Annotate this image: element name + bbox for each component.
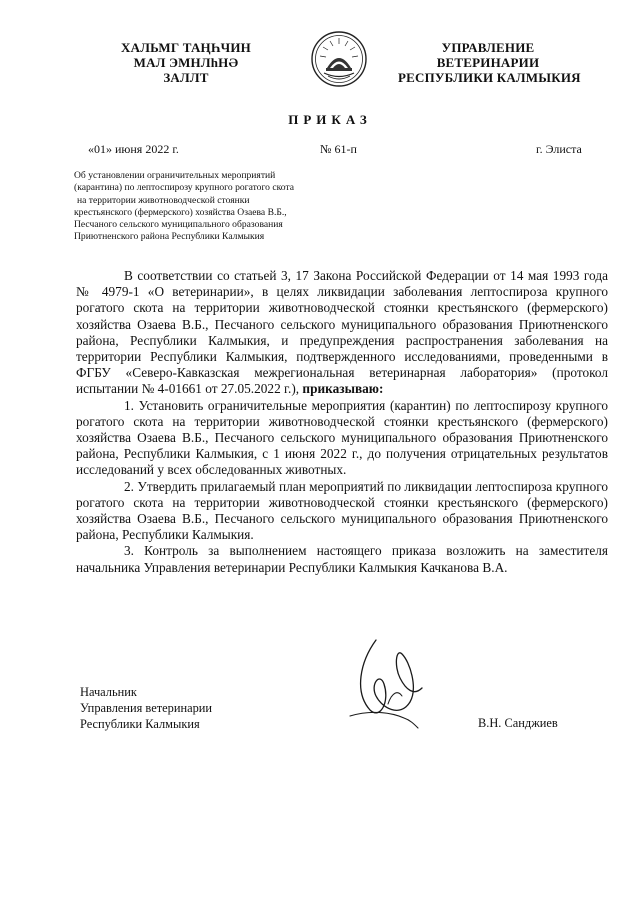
coat-of-arms-icon: [310, 30, 368, 88]
order-word: приказываю:: [302, 381, 384, 397]
preamble-text: В соответствии со статьей 3, 17 Закона Российской Федерации от 14 мая 1993 года № 4979-1 «О ветеринарии», в целях ликвидации заболевания лептоспироза крупного рогатого скота на территории животноводческой стоянки крестьянского (фермерского) хозяйства Озаева В.Б., Песчаного сельского муниципального образования Приютненского района, Республики Калмыкия, и предупреждения распространения заболевания на территории Республики Калмыкия, подтвержденного исследованиями, проведенными в ФГБУ «Северо-Кавказская межрегиональная ветеринарная лаборатория» (протокол испытании № 4-01661 от 27.05.2022 г.),: [76, 268, 608, 397]
position-line: Республики Калмыкия: [80, 717, 200, 731]
subject-line: крестьянского (фермерского) хозяйства Озаева В.Б.,: [74, 206, 287, 218]
header-left-line: МАЛ ЭМНЛһНӘ: [133, 55, 239, 70]
document-title: ПРИКАЗ: [288, 112, 372, 127]
subject-line: Об установлении ограничительных мероприятий: [74, 170, 276, 181]
order-date: «01» июня 2022 г.: [88, 142, 179, 156]
position-line: Управления ветеринарии: [80, 701, 213, 715]
handwritten-signature: [340, 632, 450, 732]
header-right-russian: [398, 40, 581, 85]
preamble-paragraph: [76, 268, 608, 398]
signatory-position: [80, 684, 212, 732]
order-subject: [74, 170, 394, 244]
subject-line: Приютненского района Республики Калмыкия: [74, 231, 265, 243]
signatory-name: В.Н. Санджиев: [478, 716, 558, 730]
order-item-1: 1. Установить ограничительные мероприятия (карантин) по лептоспирозу крупного рогатого скота на территории животноводческой стоянки крестьянского (фермерского) хозяйства Озаева В.Б., Песчаного сельского муниципального образования Приютненского района, Республики Калмыкия, с 1 июня 2022 г., до получения отрицательных результатов исследований у всех обследованных животных.: [76, 397, 608, 478]
header-right-line: ВЕТЕРИНАРИИ: [436, 55, 540, 70]
order-item-3: 3. Контроль за выполнением настоящего приказа возложить на заместителя начальника Управления ветеринарии Республики Калмыкия Качканова В.А.: [76, 543, 608, 575]
header-left-line: ХАЛЬМГ ТАҢҺЧИН: [121, 40, 251, 55]
order-city: г. Элиста: [536, 142, 582, 156]
subject-line: на территории животноводческой стоянки: [77, 194, 250, 206]
subject-line: Песчаного сельского муниципального образования: [74, 219, 283, 231]
subject-line: (карантина) по лептоспирозу крупного рогатого скота: [74, 182, 295, 194]
header-left-kalmyk: [116, 40, 256, 85]
order-body: [76, 268, 608, 576]
order-number: № 61-п: [320, 142, 357, 156]
order-item-2: 2. Утвердить прилагаемый план мероприятий по ликвидации лептоспироза крупного рогатого скота на территории животноводческой стоянки крестьянского (фермерского) хозяйства Озаева В.Б., Песчаного сельского муниципального образования Приютненского района, Республики Калмыкия.: [76, 478, 608, 543]
position-line: Начальник: [80, 685, 137, 699]
header-right-line: УПРАВЛЕНИЕ: [441, 40, 535, 55]
header-left-line: ЗАЛЛТ: [163, 70, 209, 85]
header-right-line: РЕСПУБЛИКИ КАЛМЫКИЯ: [398, 70, 581, 85]
